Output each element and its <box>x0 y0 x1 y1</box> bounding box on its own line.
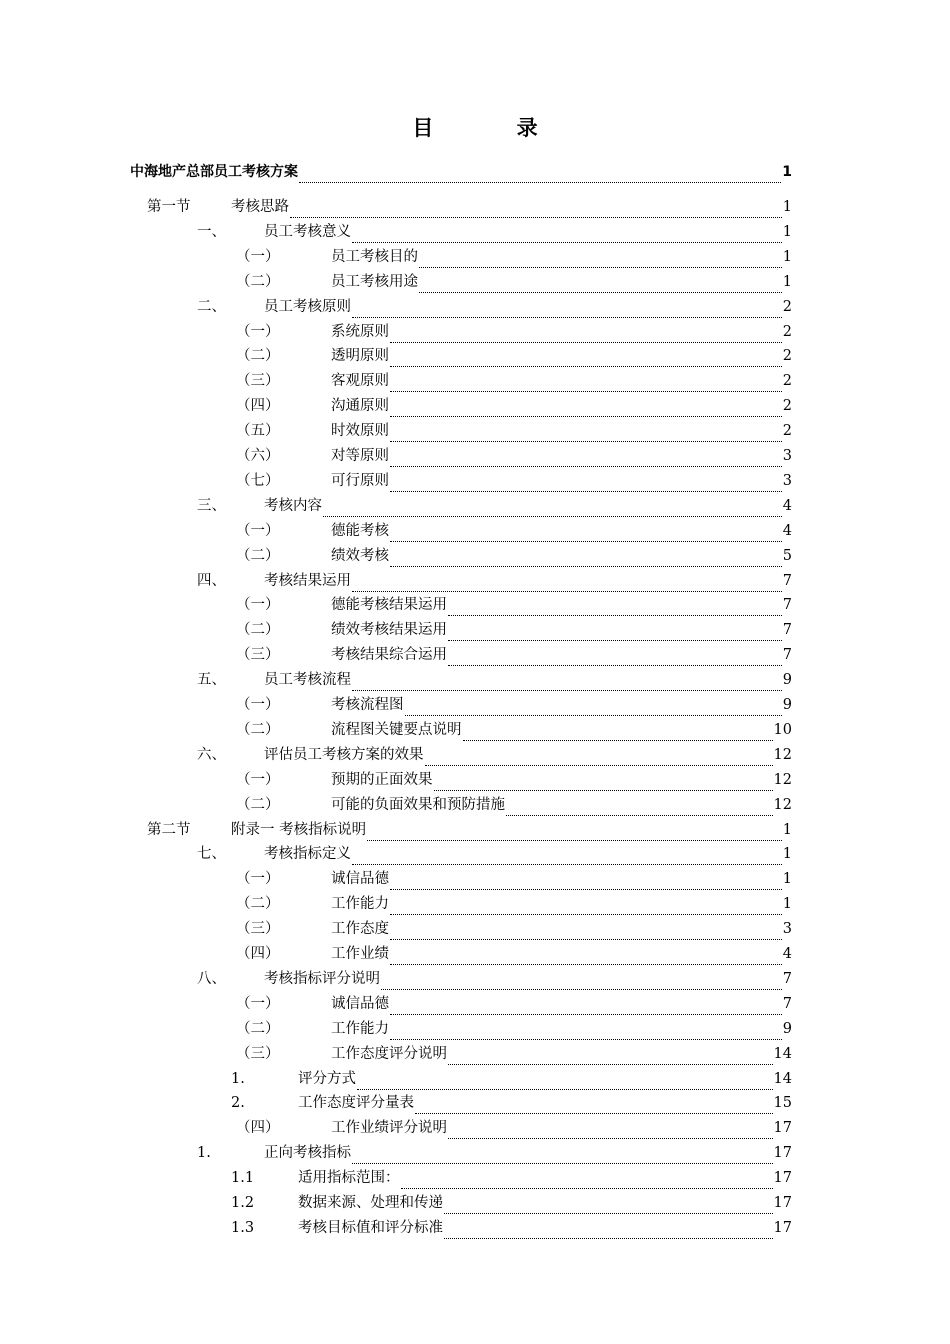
toc-entry[interactable] <box>236 595 792 615</box>
toc-entry-number: 一、 <box>197 223 226 240</box>
toc-entry-number: （五） <box>236 423 280 440</box>
toc-entry[interactable] <box>197 1143 792 1163</box>
toc-entry-number: （二） <box>236 796 280 813</box>
toc-entry-page-number: 2 <box>782 298 792 315</box>
toc-entry-page-number: 9 <box>782 697 792 713</box>
dot-leader <box>390 894 782 915</box>
toc-entry-title: 工作业绩评分说明 <box>331 1120 447 1137</box>
dot-leader <box>448 1044 773 1065</box>
toc-entry-number: （一） <box>236 522 280 539</box>
toc-entry-page-number: 14 <box>773 1070 792 1087</box>
toc-entry[interactable] <box>236 521 792 541</box>
toc-entry-page-number: 17 <box>773 1120 792 1137</box>
toc-entry-title: 工作态度 <box>331 921 389 938</box>
toc-entry[interactable] <box>236 869 792 889</box>
dot-leader <box>357 1069 773 1090</box>
toc-entry-title: 时效原则 <box>331 423 389 440</box>
toc-entry[interactable] <box>236 247 792 267</box>
toc-entry[interactable] <box>236 371 792 391</box>
toc-entry-page-number: 2 <box>782 373 792 390</box>
toc-entry-title: 工作态度评分量表 <box>298 1095 414 1112</box>
toc-entry-title: 绩效考核结果运用 <box>331 622 447 639</box>
toc-entry-number: 1.3 <box>231 1219 255 1236</box>
toc-entry-number: （一） <box>236 323 280 340</box>
toc-entry-title: 员工考核原则 <box>264 298 351 315</box>
toc-entry-page-number: 1 <box>782 248 792 265</box>
toc-entry-number: （二） <box>236 1020 280 1037</box>
toc-entry-number: （六） <box>236 448 280 464</box>
toc-entry-title: 数据来源、处理和传递 <box>298 1195 443 1211</box>
toc-entry-page-number: 12 <box>773 796 792 813</box>
toc-entry-title: 诚信品德 <box>331 871 389 888</box>
toc-entry[interactable] <box>231 1168 792 1188</box>
toc-entry-page-number: 1 <box>782 199 792 215</box>
dot-leader <box>419 247 782 268</box>
toc-entry[interactable] <box>231 1193 792 1213</box>
toc-entry-title: 工作能力 <box>331 1020 389 1037</box>
dot-leader <box>390 1019 782 1040</box>
toc-entry-title: 考核目标值和评分标准 <box>298 1219 443 1236</box>
toc-entry-title: 客观原则 <box>331 373 389 390</box>
dot-leader <box>290 197 782 218</box>
toc-entry-title: 考核结果综合运用 <box>331 647 447 664</box>
toc-entry-page-number: 1 <box>782 896 792 913</box>
toc-entry[interactable] <box>197 496 792 516</box>
toc-entry-page-number: 3 <box>782 472 792 489</box>
toc-entry-number: 八、 <box>197 970 226 987</box>
toc-entry-page-number: 1 <box>782 164 792 180</box>
page-title: 目 录 <box>412 116 576 140</box>
dot-leader <box>419 272 782 293</box>
toc-entry-number: 七、 <box>197 846 226 863</box>
toc-entry-number: 2. <box>231 1095 245 1112</box>
toc-entry-page-number: 9 <box>782 1020 792 1037</box>
toc-entry-page-number: 17 <box>773 1195 792 1211</box>
toc-entry-page-number: 1 <box>782 223 792 240</box>
toc-entry-page-number: 12 <box>773 746 792 763</box>
dot-leader <box>390 346 782 367</box>
toc-entry-number: （一） <box>236 597 280 614</box>
toc-entry[interactable] <box>236 695 792 715</box>
toc-entry-page-number: 9 <box>782 672 792 689</box>
toc-entry-number: 1.1 <box>231 1170 255 1187</box>
toc-entry-number: 二、 <box>197 298 226 315</box>
dot-leader <box>390 521 782 542</box>
dot-leader <box>463 720 773 741</box>
toc-entry[interactable] <box>197 969 792 989</box>
toc-entry[interactable] <box>236 994 792 1014</box>
toc-entry-page-number: 7 <box>782 647 792 664</box>
toc-entry-page-number: 2 <box>782 323 792 340</box>
toc-entry-title: 评分方式 <box>298 1070 356 1087</box>
toc-entry-number: （二） <box>236 721 280 738</box>
toc-entry[interactable] <box>197 670 792 690</box>
toc-entry-page-number: 1 <box>782 821 792 838</box>
toc-entry-title: 系统原则 <box>331 323 389 340</box>
toc-entry[interactable] <box>197 844 792 864</box>
toc-entry-number: （七） <box>236 472 280 489</box>
toc-entry-number: （二） <box>236 547 280 564</box>
toc-entry-number: （一） <box>236 771 280 788</box>
toc-entry[interactable] <box>130 162 792 182</box>
toc-entry-number: （三） <box>236 647 280 664</box>
dot-leader <box>352 222 782 243</box>
toc-entry-number: （二） <box>236 896 280 913</box>
toc-entry[interactable] <box>236 894 792 914</box>
toc-entry-title: 对等原则 <box>331 448 389 464</box>
dot-leader <box>390 869 782 890</box>
toc-entry[interactable] <box>231 1093 792 1113</box>
dot-leader <box>381 969 782 990</box>
toc-entry[interactable] <box>236 645 792 665</box>
dot-leader <box>390 471 782 492</box>
toc-entry-title: 绩效考核 <box>331 547 389 564</box>
toc-entry-number: （二） <box>236 273 280 290</box>
toc-entry-page-number: 17 <box>773 1145 792 1162</box>
toc-entry-title: 员工考核用途 <box>331 273 418 290</box>
toc-entry[interactable] <box>236 471 792 491</box>
dot-leader <box>352 297 782 318</box>
toc-entry-page-number: 14 <box>773 1045 792 1062</box>
toc-entry[interactable] <box>236 322 792 342</box>
toc-entry-number: 六、 <box>197 746 226 763</box>
dot-leader <box>448 645 782 666</box>
dot-leader <box>323 496 782 517</box>
dot-leader <box>444 1193 773 1214</box>
dot-leader <box>448 1118 773 1139</box>
toc-entry[interactable] <box>231 1218 792 1238</box>
toc-entry-number: （四） <box>236 946 280 962</box>
toc-entry-number: （三） <box>236 373 280 390</box>
toc-entry-title: 中海地产总部员工考核方案 <box>130 164 298 180</box>
toc-entry[interactable] <box>236 770 792 790</box>
dot-leader <box>352 1143 773 1164</box>
dot-leader <box>448 595 782 616</box>
toc-entry-page-number: 7 <box>782 970 792 987</box>
dot-leader <box>390 546 782 567</box>
toc-entry-title: 德能考核结果运用 <box>331 597 447 614</box>
toc-entry[interactable] <box>197 745 792 765</box>
toc-entry-page-number: 15 <box>773 1095 792 1112</box>
toc-entry-number: （四） <box>236 398 280 415</box>
toc-entry[interactable] <box>236 1019 792 1039</box>
toc-entry-number: 四、 <box>197 572 226 589</box>
toc-entry-page-number: 3 <box>782 921 792 938</box>
toc-entry-page-number: 2 <box>782 348 792 365</box>
toc-entry-title: 附录一 考核指标说明 <box>231 821 367 838</box>
dot-leader <box>390 919 782 940</box>
toc-entry[interactable] <box>197 297 792 317</box>
toc-entry[interactable] <box>236 795 792 815</box>
toc-entry[interactable] <box>236 944 792 964</box>
toc-entry-page-number: 17 <box>773 1170 792 1187</box>
toc-entry-number: 1.2 <box>231 1195 255 1211</box>
toc-entry-title: 适用指标范围： <box>298 1170 400 1187</box>
toc-entry-number: （四） <box>236 1120 280 1137</box>
dot-leader <box>352 844 782 865</box>
toc-entry-page-number: 2 <box>782 398 792 415</box>
toc-entry-number: （一） <box>236 697 280 713</box>
toc-entry-title: 评估员工考核方案的效果 <box>264 746 424 763</box>
dot-leader <box>425 745 773 766</box>
toc-entry-page-number: 10 <box>773 721 792 738</box>
toc-entry-page-number: 7 <box>782 572 792 589</box>
toc-entry-title: 可能的负面效果和预防措施 <box>331 796 505 813</box>
toc-entry-number: （一） <box>236 995 280 1012</box>
toc-entry-page-number: 1 <box>782 871 792 888</box>
toc-entry[interactable] <box>236 720 792 740</box>
toc-entry-title: 可行原则 <box>331 472 389 489</box>
toc-entry-page-number: 4 <box>782 946 792 962</box>
toc-entry-number: 第二节 <box>147 821 191 838</box>
toc-entry-title: 正向考核指标 <box>264 1145 351 1162</box>
dot-leader <box>390 944 782 965</box>
toc-entry-number: 第一节 <box>147 199 191 215</box>
toc-entry-number: （三） <box>236 921 280 938</box>
dot-leader <box>367 820 782 841</box>
toc-entry-number: （一） <box>236 871 280 888</box>
dot-leader <box>352 670 782 691</box>
toc-entry-page-number: 3 <box>782 448 792 464</box>
dot-leader <box>390 371 782 392</box>
dot-leader <box>506 795 773 816</box>
toc-entry-title: 员工考核目的 <box>331 248 418 265</box>
toc-entry-title: 工作能力 <box>331 896 389 913</box>
toc-entry-page-number: 7 <box>782 995 792 1012</box>
toc-entry[interactable] <box>236 546 792 566</box>
toc-entry-title: 预期的正面效果 <box>331 771 433 788</box>
toc-entry-number: 五、 <box>197 672 226 689</box>
toc-entry-page-number: 12 <box>773 771 792 788</box>
toc-entry-title: 考核思路 <box>231 199 289 215</box>
dot-leader <box>448 620 782 641</box>
toc-entry[interactable] <box>236 919 792 939</box>
toc-entry-number: （一） <box>236 248 280 265</box>
toc-entry-page-number: 2 <box>782 423 792 440</box>
dot-leader <box>434 770 773 791</box>
dot-leader <box>390 421 782 442</box>
toc-entry-page-number: 17 <box>773 1219 792 1236</box>
toc-entry-title: 考核指标评分说明 <box>264 970 380 987</box>
toc-entry[interactable] <box>236 421 792 441</box>
toc-entry-title: 员工考核流程 <box>264 672 351 689</box>
toc-entry-title: 沟通原则 <box>331 398 389 415</box>
toc-entry-title: 员工考核意义 <box>264 223 351 240</box>
toc-entry-title: 诚信品德 <box>331 995 389 1012</box>
dot-leader <box>299 162 781 183</box>
dot-leader <box>444 1218 773 1239</box>
dot-leader <box>390 396 782 417</box>
dot-leader <box>390 322 782 343</box>
toc-entry-title: 考核内容 <box>264 497 322 514</box>
toc-entry-page-number: 5 <box>782 547 792 564</box>
toc-entry-title: 考核流程图 <box>331 697 404 713</box>
toc-entry-page-number: 7 <box>782 597 792 614</box>
toc-entry-page-number: 4 <box>782 522 792 539</box>
toc-entry-title: 考核指标定义 <box>264 846 351 863</box>
toc-entry-title: 工作业绩 <box>331 946 389 962</box>
toc-entry[interactable] <box>236 272 792 292</box>
toc-entry-number: （二） <box>236 622 280 639</box>
toc-entry[interactable] <box>231 1069 792 1089</box>
toc-entry[interactable] <box>236 1118 792 1138</box>
toc-entry-number: 1. <box>197 1145 211 1162</box>
toc-entry[interactable] <box>236 1044 792 1064</box>
dot-leader <box>415 1093 773 1114</box>
toc-entry[interactable] <box>236 446 792 466</box>
dot-leader <box>390 446 782 467</box>
toc-entry[interactable] <box>197 222 792 242</box>
toc-entry[interactable] <box>197 571 792 591</box>
toc-entry-number: （三） <box>236 1045 280 1062</box>
toc-entry-title: 流程图关键要点说明 <box>331 721 462 738</box>
toc-entry-page-number: 1 <box>782 273 792 290</box>
dot-leader <box>352 571 782 592</box>
toc-entry-title: 德能考核 <box>331 522 389 539</box>
dot-leader <box>390 994 782 1015</box>
toc-entry-page-number: 7 <box>782 622 792 639</box>
toc-entry-title: 透明原则 <box>331 348 389 365</box>
toc-entry[interactable] <box>236 346 792 366</box>
dot-leader <box>405 695 782 716</box>
toc-entry-number: 三、 <box>197 497 226 514</box>
toc-entry-page-number: 1 <box>782 846 792 863</box>
toc-entry[interactable] <box>147 820 792 840</box>
dot-leader <box>401 1168 773 1189</box>
toc-entry-number: （二） <box>236 348 280 365</box>
toc-entry[interactable] <box>236 396 792 416</box>
toc-entry[interactable] <box>236 620 792 640</box>
toc-entry-number: 1. <box>231 1070 245 1087</box>
toc-entry[interactable] <box>147 197 792 217</box>
toc-entry-page-number: 4 <box>782 497 792 514</box>
toc-entry-title: 考核结果运用 <box>264 572 351 589</box>
toc-entry-title: 工作态度评分说明 <box>331 1045 447 1062</box>
